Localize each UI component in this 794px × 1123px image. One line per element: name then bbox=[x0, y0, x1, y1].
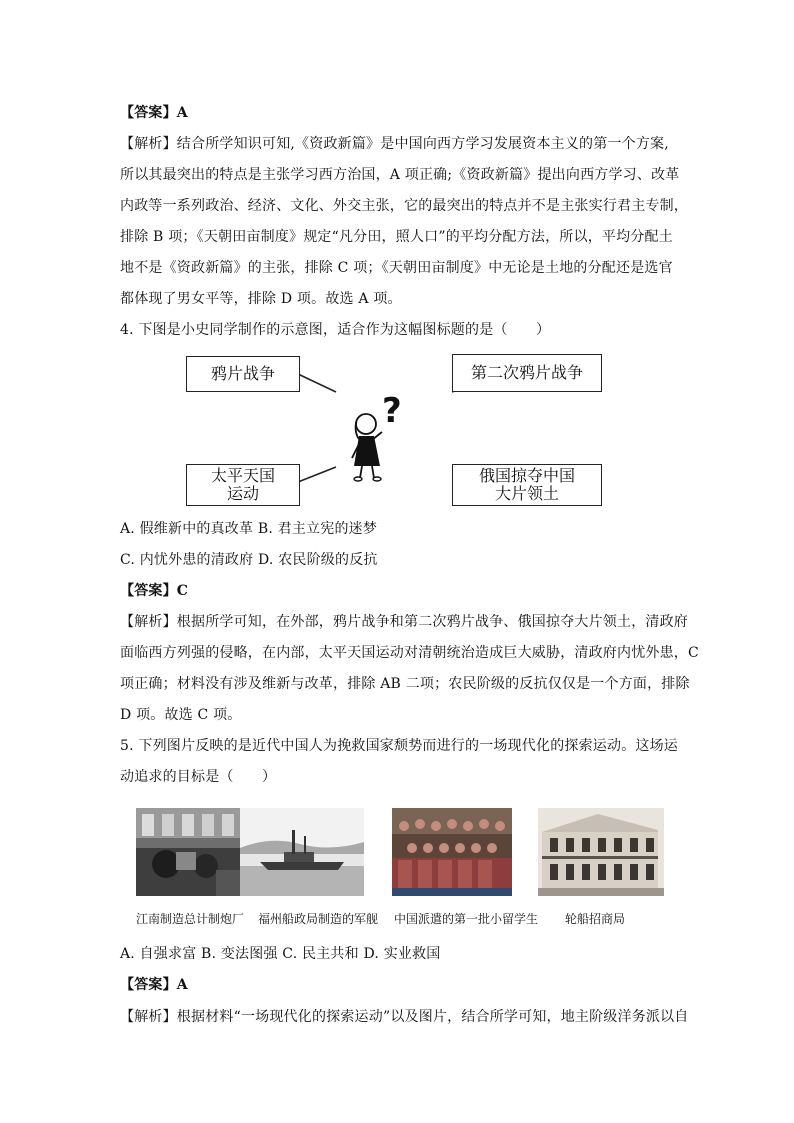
explanation-q4-line3: 项正确；材料没有涉及维新与改革，排除 AB 二项；农民阶级的反抗仅仅是一个方面，排除 bbox=[120, 676, 690, 692]
diagram-box-second-opium-war: 第二次鸦片战争 bbox=[452, 354, 602, 392]
concept-diagram bbox=[186, 352, 604, 508]
explanation-q3-line4: 排除 B 项；《天朝田亩制度》规定“凡分田，照人口”的平均分配方法，所以，平均分配土 bbox=[120, 229, 673, 245]
photo-jiangnan-arsenal bbox=[136, 808, 240, 896]
explanation-q4-line2: 面临西方列强的侵略，在内部，太平天国运动对清朝统治造成巨大威胁，清政府内忧外患，C bbox=[120, 645, 699, 661]
photo-steamship-bureau bbox=[538, 808, 664, 896]
diagram-box-opium-war: 鸦片战争 bbox=[186, 356, 300, 392]
question-4-options-ab: A. 假维新中的真改革 B. 君主立宪的迷梦 bbox=[120, 521, 378, 537]
caption-steamship-bureau: 轮船招商局 bbox=[565, 912, 626, 926]
photo-fuzhou-warship bbox=[240, 808, 364, 896]
explanation-q3-line6: 都体现了男女平等，排除 D 项。故选 A 项。 bbox=[120, 291, 402, 307]
caption-first-students: 中国派遣的第一批小留学生 bbox=[394, 912, 539, 926]
answer-q3: 【答案】A bbox=[120, 105, 188, 121]
answer-q4: 【答案】C bbox=[120, 583, 189, 599]
question-4: 4. 下图是小史同学制作的示意图，适合作为这幅图标题的是（ ） bbox=[120, 322, 551, 338]
explanation-q3-line5: 地不是《资政新篇》的主张，排除 C 项；《天朝田亩制度》中无论是土地的分配还是选官 bbox=[120, 260, 673, 276]
thinking-girl-illustration bbox=[352, 391, 402, 481]
diagram-box-taiping: 太平天国 运动 bbox=[186, 464, 300, 506]
question-5-options: A. 自强求富 B. 变法图强 C. 民主共和 D. 实业救国 bbox=[120, 946, 441, 962]
diagram-box-russia: 俄国掠夺中国 大片领土 bbox=[452, 464, 602, 506]
explanation-q3-line2: 所以其最突出的特点是主张学习西方治国，A 项正确;《资政新篇》提出向西方学习、改革 bbox=[120, 167, 680, 183]
svg-text:?: ? bbox=[382, 391, 402, 431]
photo-first-students bbox=[392, 808, 512, 896]
explanation-q5-line1: 【解析】根据材料“一场现代化的探索运动”以及图片，结合所学可知，地主阶级洋务派以自 bbox=[120, 1009, 689, 1025]
explanation-q3-line1: 【解析】结合所学知识可知,《资政新篇》是中国向西方学习发展资本主义的第一个方案, bbox=[120, 136, 669, 152]
question-4-options-cd: C. 内忧外患的清政府 D. 农民阶级的反抗 bbox=[120, 552, 378, 568]
caption-fuzhou-warship: 福州船政局制造的军舰 bbox=[258, 912, 379, 926]
explanation-q4-line1: 【解析】根据所学可知，在外部，鸦片战争和第二次鸦片战争、俄国掠夺大片领土，清政府 bbox=[120, 614, 688, 630]
question-5-line2: 动追求的目标是（ ） bbox=[120, 769, 277, 785]
answer-q5: 【答案】A bbox=[120, 977, 188, 993]
explanation-q4-line4: D 项。故选 C 项。 bbox=[120, 707, 242, 723]
caption-jiangnan-arsenal: 江南制造总计制炮厂 bbox=[136, 912, 245, 926]
question-5-line1: 5. 下列图片反映的是近代中国人为挽救国家颓势而进行的一场现代化的探索运动。这场运 bbox=[120, 738, 679, 754]
explanation-q3-line3: 内政等一系列政治、经济、文化、外交主张，它的最突出的特点并不是主张实行君主专制， bbox=[120, 198, 688, 214]
